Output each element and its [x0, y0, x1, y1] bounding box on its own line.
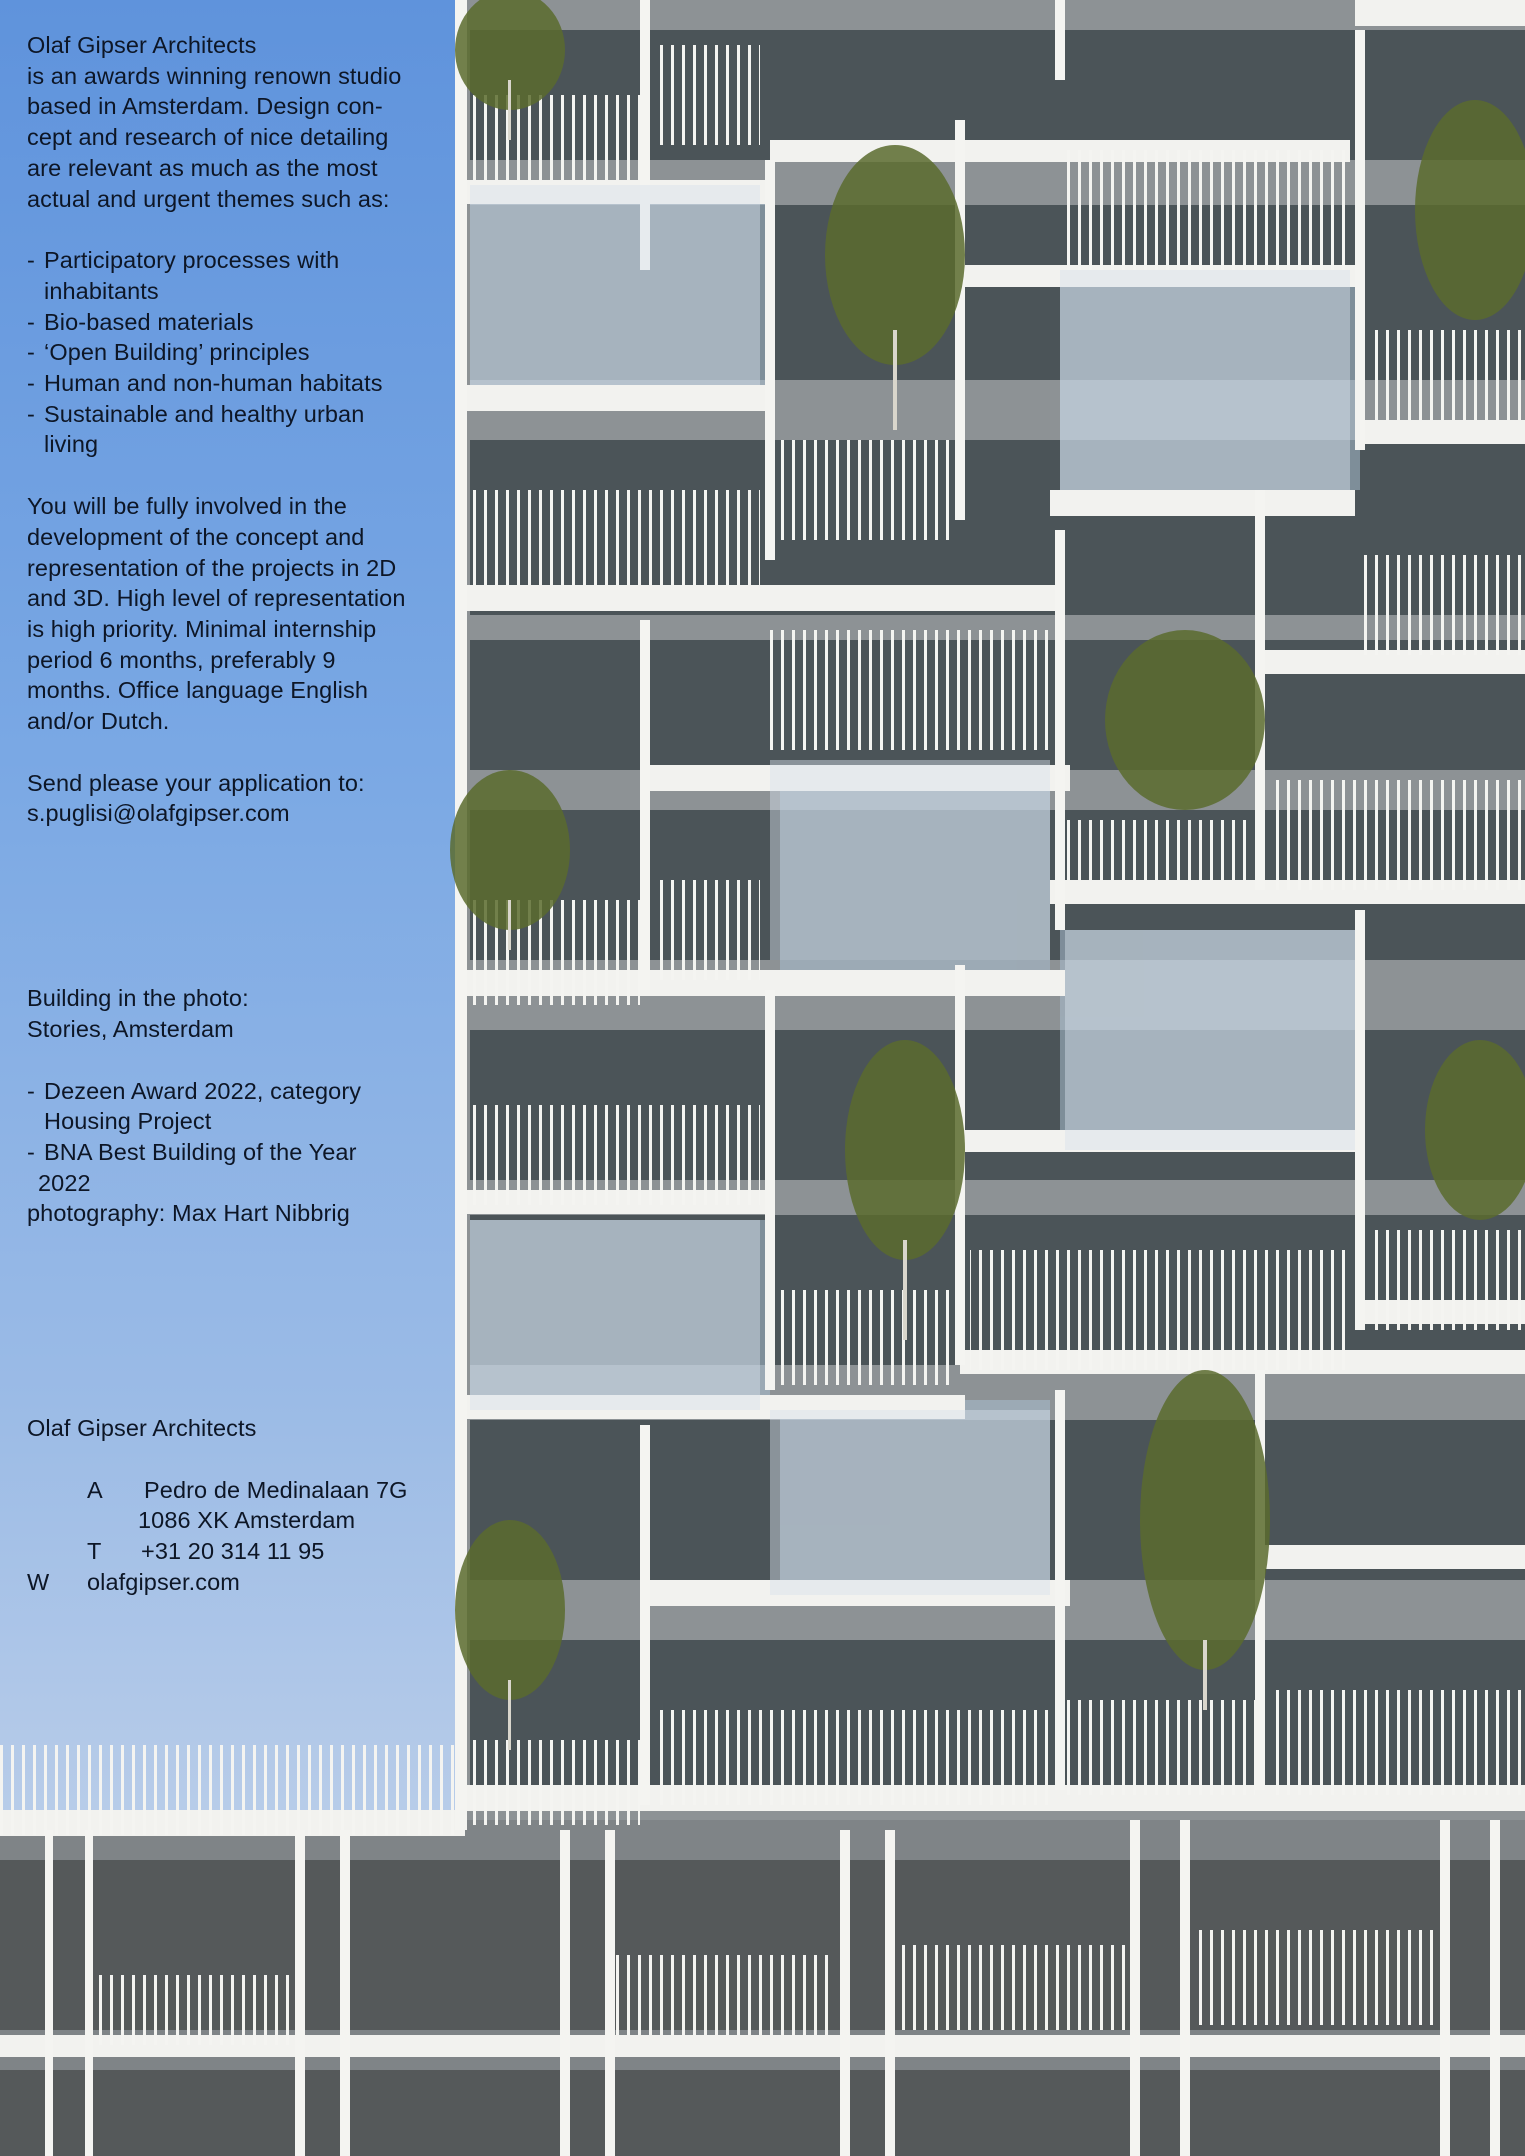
internship-line: and 3D. High level of representation [27, 585, 406, 612]
awards-list [27, 1076, 457, 1199]
studio-name: Olaf Gipser Architects [27, 32, 257, 58]
intro-line: based in Amsterdam. Design con- [27, 93, 383, 120]
internship-line: months. Office language English [27, 677, 369, 704]
theme-item: - Sustainable and healthy urban living [27, 400, 365, 458]
web-link[interactable]: olafgipser.com [87, 1568, 240, 1595]
award-item: - Dezeen Award 2022, category Housing Project [27, 1077, 362, 1135]
internship-line: period 6 months, preferably 9 [27, 646, 336, 673]
address-label: A [87, 1476, 103, 1503]
photo-credit: photography: Max Hart Nibbrig [27, 1200, 350, 1227]
theme-item: - Participatory processes with inhabitants [27, 247, 340, 304]
intro-line: cept and research of nice detailing [27, 124, 389, 151]
internship-line: representation of the projects in 2D [27, 554, 397, 581]
phone-number[interactable]: +31 20 314 11 95 [141, 1538, 325, 1565]
intro-line: are relevant as much as the most [27, 154, 378, 181]
photo-heading: Building in the photo: [27, 985, 249, 1012]
internship-line: and/or Dutch. [27, 708, 170, 735]
internship-line: You will be fully involved in the [27, 493, 347, 520]
contact-studio-name: Olaf Gipser Architects [27, 1415, 257, 1442]
application-prompt: Send please your application to: [27, 769, 365, 796]
phone-label: T [87, 1538, 102, 1565]
internship-line: development of the concept and [27, 523, 365, 550]
address-line1: Pedro de Medinalaan 7G [144, 1476, 408, 1503]
contact-address [27, 1475, 457, 1506]
photo-building: Stories, Amsterdam [27, 1015, 234, 1042]
job-posting-text [27, 30, 457, 1598]
intro-line: is an awards winning renown studio [27, 62, 402, 89]
theme-item: - Bio-based materials [27, 308, 254, 335]
theme-item: - Human and non-human habitats [27, 370, 383, 397]
theme-item: - ‘Open Building’ principles [27, 339, 310, 366]
contact-phone [27, 1536, 457, 1567]
award-item: - BNA Best Building of the Year 2022 [27, 1138, 357, 1196]
web-label: W [27, 1568, 50, 1595]
themes-list [27, 245, 457, 460]
intro-line: actual and urgent themes such as: [27, 185, 390, 212]
internship-line: is high priority. Minimal internship [27, 615, 377, 642]
contact-web [27, 1567, 457, 1598]
application-email[interactable]: s.puglisi@olafgipser.com [27, 800, 290, 827]
address-line2: 1086 XK Amsterdam [138, 1507, 356, 1534]
